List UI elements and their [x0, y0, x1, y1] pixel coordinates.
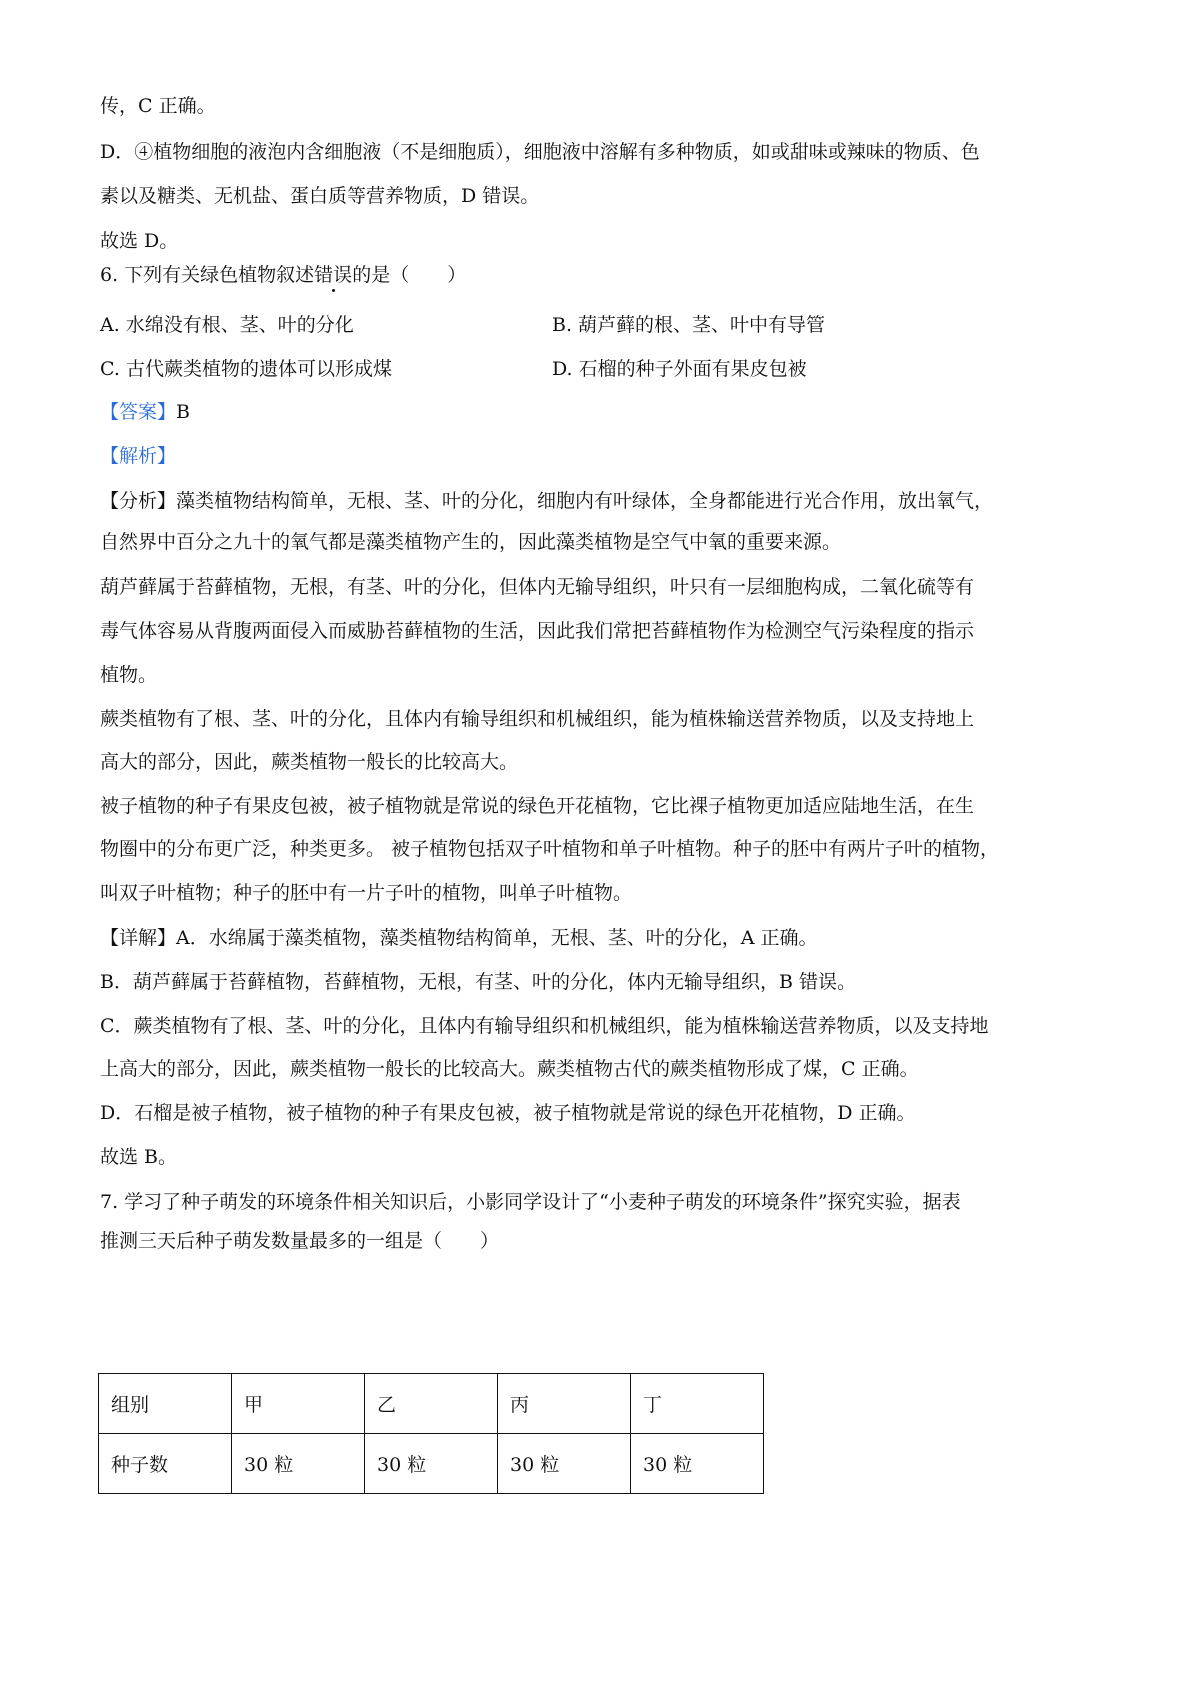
- detail-line: C．蕨类植物有了根、茎、叶的分化，且体内有输导组织和机械组织，能为植株输送营养物质，以及支持地: [100, 1015, 989, 1037]
- table-row: [99, 1434, 764, 1494]
- stem-text: 6. 下列有关绿色植物叙述: [100, 264, 315, 286]
- emphasized-word: 错误: [314, 264, 353, 286]
- option-d: D. 石榴的种子外面有果皮包被: [552, 358, 807, 380]
- table-row: [99, 1374, 764, 1434]
- table-cell: 组别: [99, 1374, 232, 1434]
- option-a: A. 水绵没有根、茎、叶的分化: [100, 314, 354, 336]
- text-line: 传，C 正确。: [100, 95, 216, 117]
- text-line: 素以及糖类、无机盐、蛋白质等营养物质，D 错误。: [100, 185, 540, 207]
- detail-line: [100, 925, 818, 951]
- detail-line: B．葫芦藓属于苔藓植物，苔藓植物，无根，有茎、叶的分化，体内无输导组织，B 错误。: [100, 971, 856, 993]
- analysis-text: 藻类植物结构简单，无根、茎、叶的分化，细胞内有叶绿体，全身都能进行光合作用，放出氧气，: [176, 490, 994, 512]
- analysis-line: 物圈中的分布更广泛，种类更多。 被子植物包括双子叶植物和单子叶植物。种子的胚中有两片子叶的植物，: [100, 838, 1000, 860]
- analysis-line: 毒气体容易从背腹两面侵入而威胁苔藓植物的生活，因此我们常把苔藓植物作为检测空气污染程度的指示: [100, 620, 975, 642]
- question-7-stem: 7. 学习了种子萌发的环境条件相关知识后，小影同学设计了“小麦种子萌发的环境条件”探究实验，据表: [100, 1191, 961, 1213]
- analysis-label: 【分析】: [100, 490, 177, 512]
- stem-text: 的是（ ）: [352, 264, 467, 286]
- answer-line: [100, 399, 190, 425]
- experiment-table: [98, 1373, 764, 1494]
- table-cell: 种子数: [99, 1434, 232, 1494]
- answer-tag: 【答案】: [100, 401, 177, 423]
- table-cell: 30 粒: [498, 1434, 631, 1494]
- option-b: B. 葫芦藓的根、茎、叶中有导管: [552, 314, 826, 336]
- analysis-line: [100, 488, 993, 514]
- table-cell: 甲: [232, 1374, 365, 1434]
- analysis-line: 被子植物的种子有果皮包被，被子植物就是常说的绿色开花植物，它比裸子植物更加适应陆地生活，在生: [100, 795, 975, 817]
- detail-text: A．水绵属于藻类植物，藻类植物结构简单，无根、茎、叶的分化，A 正确。: [176, 927, 818, 949]
- question-7-stem: 推测三天后种子萌发数量最多的一组是（ ）: [100, 1230, 500, 1252]
- table-cell: 丙: [498, 1374, 631, 1434]
- answer-value: B: [176, 401, 190, 423]
- analysis-line: 高大的部分，因此，蕨类植物一般长的比较高大。: [100, 751, 519, 773]
- analysis-line: 植物。: [100, 664, 158, 686]
- analysis-tag: 【解析】: [100, 445, 177, 467]
- detail-line: D．石榴是被子植物，被子植物的种子有果皮包被，被子植物就是常说的绿色开花植物，D 正确。: [100, 1102, 916, 1124]
- table-cell: 30 粒: [631, 1434, 764, 1494]
- option-c: C. 古代蕨类植物的遗体可以形成煤: [100, 358, 392, 380]
- table-cell: 乙: [365, 1374, 498, 1434]
- detail-line: 上高大的部分，因此，蕨类植物一般长的比较高大。蕨类植物古代的蕨类植物形成了煤，C 正确。: [100, 1058, 919, 1080]
- question-6-stem: [100, 262, 466, 288]
- table-cell: 30 粒: [232, 1434, 365, 1494]
- table-cell: 丁: [631, 1374, 764, 1434]
- analysis-line: 葫芦藓属于苔藓植物，无根，有茎、叶的分化，但体内无输导组织，叶只有一层细胞构成，二氧化硫等有: [100, 576, 975, 598]
- text-line: 故选 D。: [100, 230, 179, 252]
- analysis-line: 蕨类植物有了根、茎、叶的分化，且体内有输导组织和机械组织，能为植株输送营养物质，以及支持地上: [100, 708, 975, 730]
- table-cell: 30 粒: [365, 1434, 498, 1494]
- text-line: D．④植物细胞的液泡内含细胞液（不是细胞质），细胞液中溶解有多种物质，如或甜味或辣味的物质、色: [100, 141, 980, 163]
- detail-label: 【详解】: [100, 927, 177, 949]
- analysis-line: 叫双子叶植物；种子的胚中有一片子叶的植物，叫单子叶植物。: [100, 882, 633, 904]
- conclusion-line: 故选 B。: [100, 1146, 178, 1168]
- analysis-line: 自然界中百分之九十的氧气都是藻类植物产生的，因此藻类植物是空气中氧的重要来源。: [100, 531, 842, 553]
